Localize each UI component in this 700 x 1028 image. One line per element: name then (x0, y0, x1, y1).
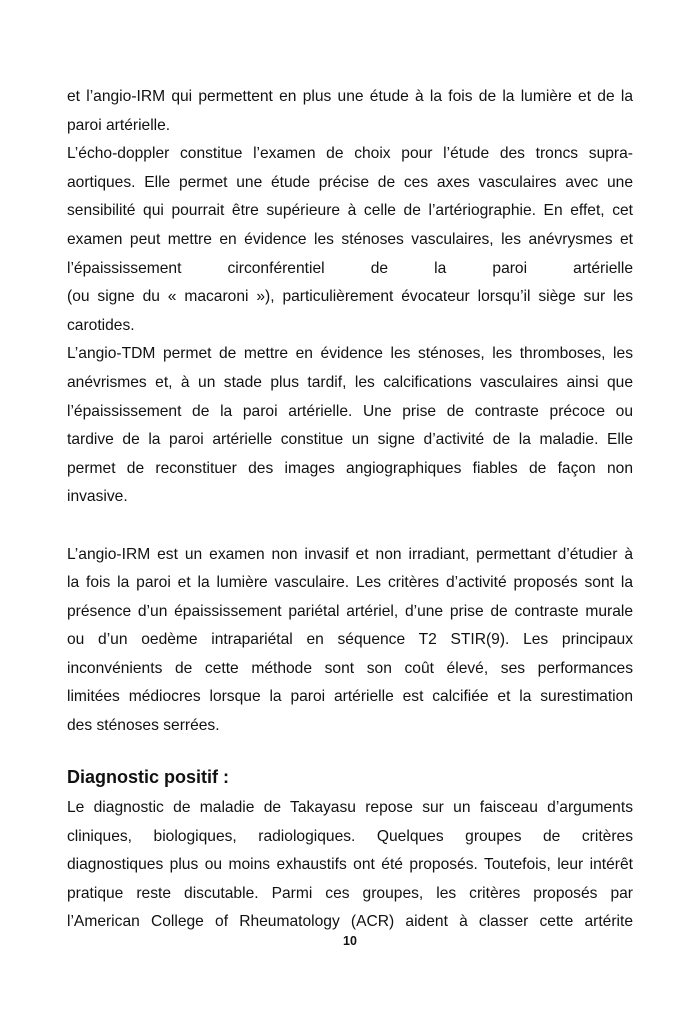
text-line: inconvénients de cette méthode sont son coût élevé, ses performances (67, 659, 633, 677)
text-line: permet de reconstituer des images angiographiques fiables de façon non (67, 459, 633, 477)
text-line (67, 512, 633, 541)
body-text-diagnostic (67, 794, 633, 937)
text-line: sensibilité qui pourrait être supérieure à celle de l’artériographie. En effet, cet (67, 202, 633, 220)
text-line: présence d’un épaississement pariétal artériel, d’une prise de contraste murale (67, 602, 633, 620)
text-line: cliniques, biologiques, radiologiques. Quelques groupes de critères (67, 827, 633, 845)
text-line: (ou signe du « macaroni »), particulièrement évocateur lorsqu’il siège sur les (67, 288, 633, 306)
text-line: l’American College of Rheumatology (ACR) aident à classer cette artérite (67, 913, 633, 931)
text-line: la fois la paroi et la lumière vasculaire. Les critères d’activité proposés sont la (67, 574, 633, 592)
text-line: pratique reste discutable. Parmi ces groupes, les critères proposés par (67, 884, 633, 902)
text-line: limitées médiocres lorsque la paroi artérielle est calcifiée et la surestimation (67, 688, 633, 706)
text-line: carotides. (67, 316, 135, 334)
text-line: Le diagnostic de maladie de Takayasu repose sur un faisceau d’arguments (67, 799, 633, 816)
text-line: examen peut mettre en évidence les sténoses vasculaires, les anévrysmes et (67, 230, 633, 248)
text-line: l’épaississement circonférentiel de la paroi artérielle (67, 259, 633, 277)
text-line: invasive. (67, 488, 128, 506)
page-number: 10 (343, 934, 357, 948)
text-line: des sténoses serrées. (67, 717, 220, 735)
section-heading: Diagnostic positif : (67, 767, 229, 787)
text-line: aortiques. Elle permet une étude précise de ces axes vasculaires avec une (67, 173, 633, 191)
body-text-imaging (67, 83, 633, 741)
text-line: L’écho-doppler constitue l’examen de choix pour l’étude des troncs supra- (67, 145, 633, 163)
text-line: l’épaississement de la paroi artérielle. Une prise de contraste précoce ou (67, 402, 633, 420)
text-line: L’angio-IRM est un examen non invasif et non irradiant, permettant d’étudier à (67, 545, 633, 563)
text-line: diagnostiques plus ou moins exhaustifs ont été proposés. Toutefois, leur intérêt (67, 856, 633, 874)
text-line: paroi artérielle. (67, 116, 171, 134)
text-line: L’angio-TDM permet de mettre en évidence les sténoses, les thromboses, les (67, 345, 633, 363)
text-line: et l’angio-IRM qui permettent en plus une étude à la fois de la lumière et de la (67, 88, 633, 105)
text-line: tardive de la paroi artérielle constitue un signe d’activité de la maladie. Elle (67, 431, 633, 449)
text-line: ou d’un oedème intrapariétal en séquence T2 STIR(9). Les principaux (67, 631, 633, 649)
text-line: anévrismes et, à un stade plus tardif, les calcifications vasculaires ainsi que (67, 373, 633, 391)
